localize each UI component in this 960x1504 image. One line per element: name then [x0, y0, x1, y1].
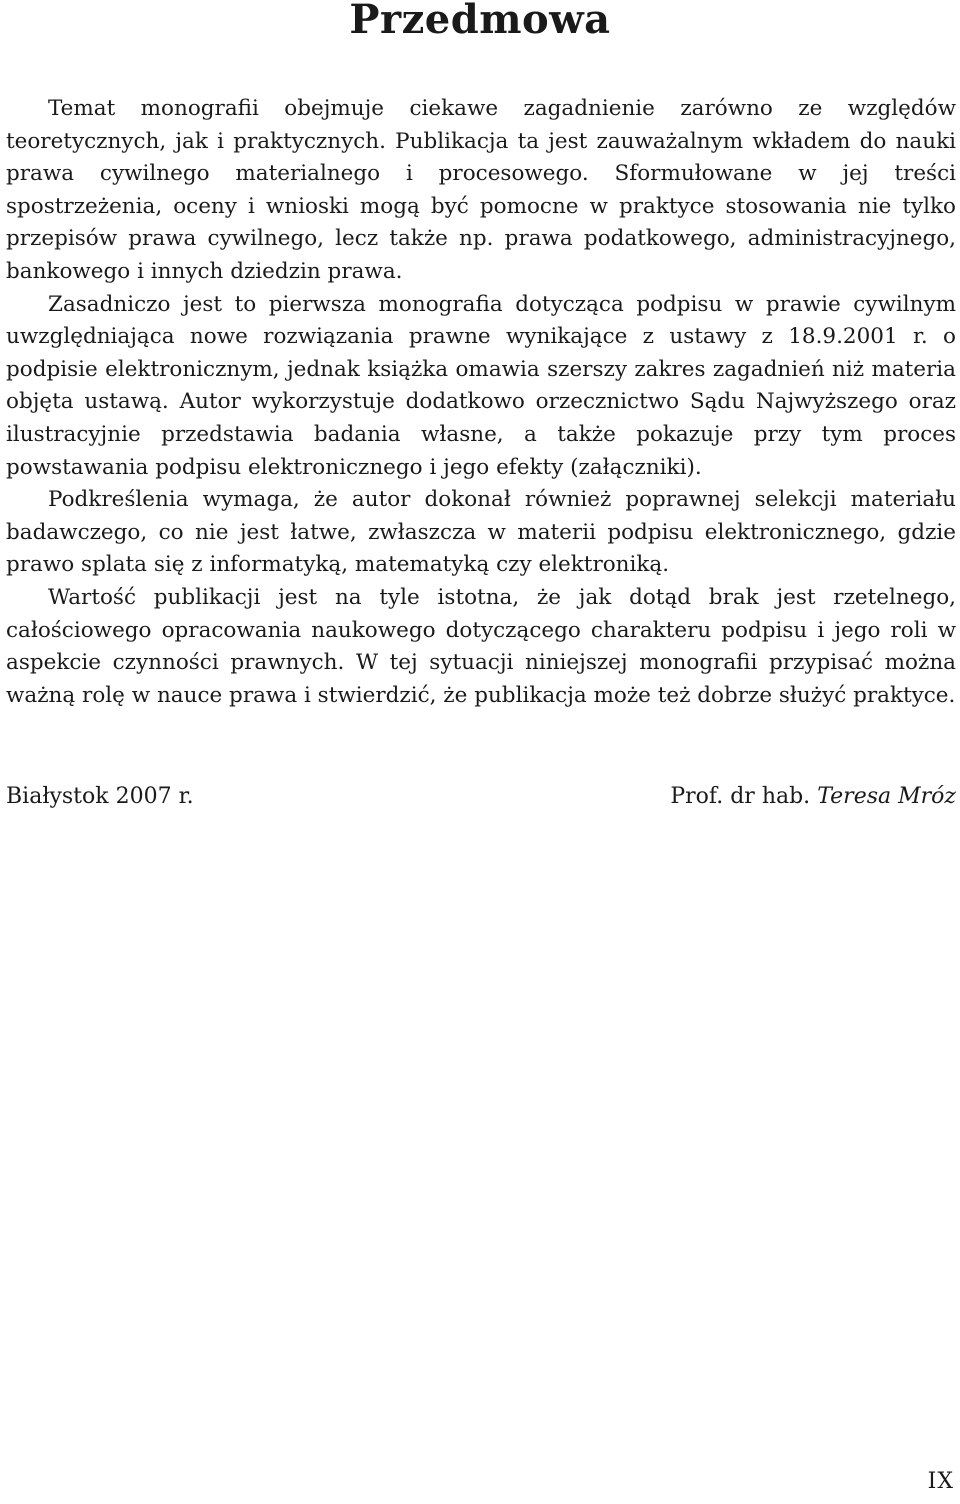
paragraph-1: Temat monografii obejmuje ciekawe zagadnienie zarówno ze względów teoretycznych, jak i praktycznych. Publikacja ta jest zauważalnym wkładem do nauki prawa cywilnego materialnego i procesowego. Sformułowane w jej treści spostrzeżenia, oceny i wnioski mogą być pomocne w praktyce stosowania nie tylko przepisów prawa cywilnego, lecz także np. prawa podatkowego, administracyjnego, bankowego i innych dziedzin prawa. — [6, 96, 956, 284]
paragraph-4: Wartość publikacji jest na tyle istotna, że jak dotąd brak jest rzetelnego, całościowego opracowania naukowego dotyczącego charakteru podpisu i jego roli w aspekcie czynności prawnych. W tej sytuacji niniejszej monografii przypisać można ważną rolę w nauce prawa i stwierdzić, że publikacja może też dobrze służyć praktyce. — [6, 584, 956, 708]
author-signature — [670, 780, 956, 814]
author-name: Teresa Mróz — [817, 784, 956, 809]
author-title: Prof. dr hab. — [670, 784, 811, 809]
page-number: IX — [927, 1469, 954, 1494]
page-title: Przedmowa — [349, 0, 611, 43]
preface-body — [6, 93, 956, 712]
paragraph-3: Podkreślenia wymaga, że autor dokonał również poprawnej selekcji materiału badawczego, co nie jest łatwe, zwłaszcza w materii podpisu elektronicznego, gdzie prawo splata się z informatyką, matematyką czy elektroniką. — [6, 487, 956, 578]
place-date: Białystok 2007 r. — [6, 784, 194, 809]
paragraph-2: Zasadniczo jest to pierwsza monografia dotycząca podpisu w prawie cywilnym uwzględniająca nowe rozwiązania prawne wynikające z ustawy z 18.9.2001 r. o podpisie elektronicznym, jednak książka omawia szerszy zakres zagadnień niż materia objęta ustawą. Autor wykorzystuje dodatkowo orzecznictwo Sądu Najwyższego oraz ilustracyjnie przedstawia badania własne, a także pokazuje przy tym proces powstawania podpisu elektronicznego i jego efekty (załączniki). — [6, 291, 956, 480]
signature-row — [6, 780, 956, 814]
